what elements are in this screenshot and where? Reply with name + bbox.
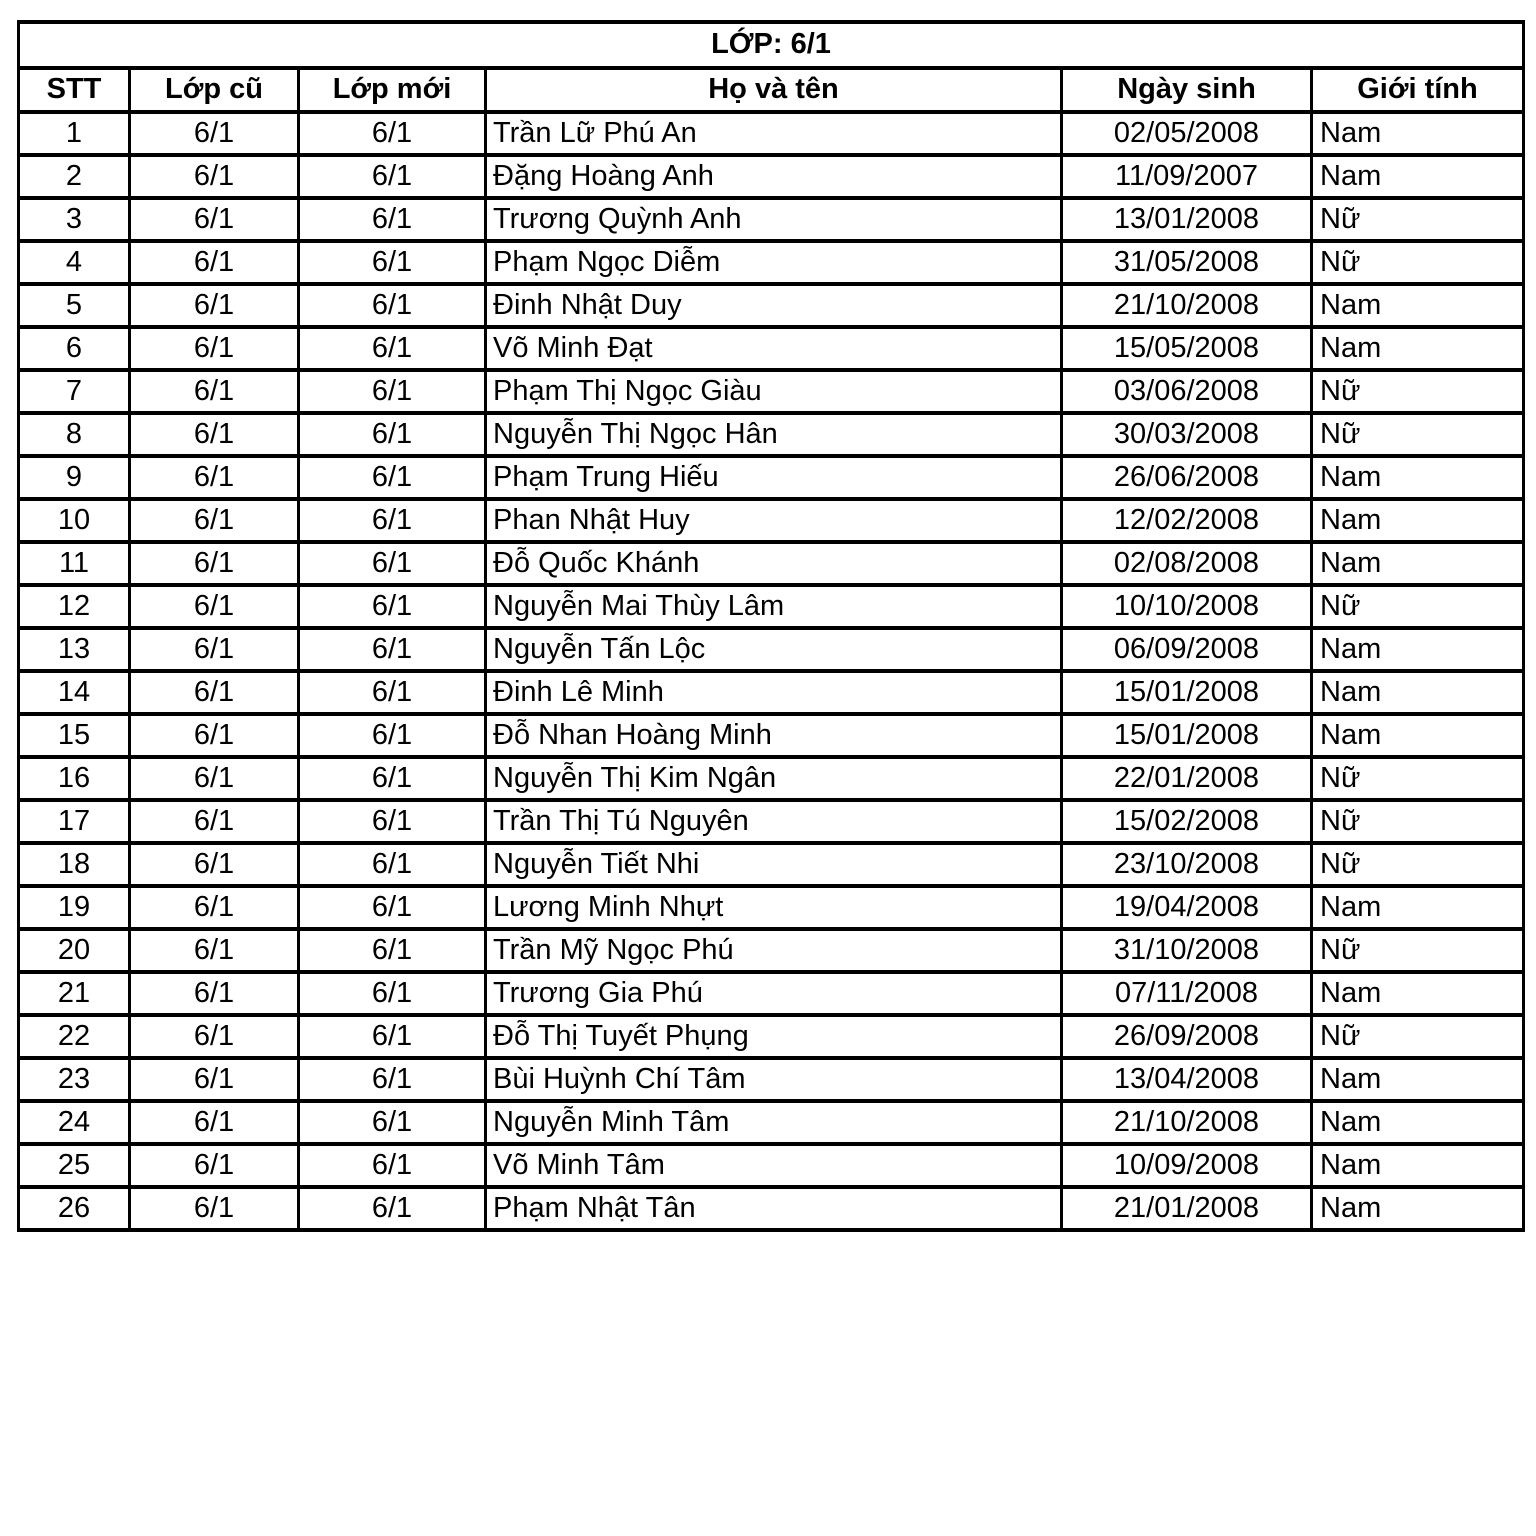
table-row — [19, 886, 1524, 929]
gioi-tinh-cell: Nam — [1312, 499, 1524, 542]
table-row — [19, 1058, 1524, 1101]
header-row — [19, 68, 1524, 112]
stt-cell: 2 — [19, 155, 130, 198]
header-cell-gioi_tinh: Giới tính — [1312, 68, 1524, 112]
ngay-sinh-cell: 15/05/2008 — [1062, 327, 1312, 370]
stt-cell: 11 — [19, 542, 130, 585]
table-row — [19, 1144, 1524, 1187]
gioi-tinh-cell: Nữ — [1312, 413, 1524, 456]
header-cell-ngay_sinh: Ngày sinh — [1062, 68, 1312, 112]
ngay-sinh-cell: 31/10/2008 — [1062, 929, 1312, 972]
lop-moi-cell: 6/1 — [299, 413, 486, 456]
ngay-sinh-cell: 31/05/2008 — [1062, 241, 1312, 284]
lop-cu-cell: 6/1 — [130, 843, 299, 886]
ho-va-ten-cell: Võ Minh Đạt — [486, 327, 1062, 370]
ngay-sinh-cell: 03/06/2008 — [1062, 370, 1312, 413]
ho-va-ten-cell: Phan Nhật Huy — [486, 499, 1062, 542]
ngay-sinh-cell: 13/04/2008 — [1062, 1058, 1312, 1101]
ho-va-ten-cell: Phạm Nhật Tân — [486, 1187, 1062, 1230]
gioi-tinh-cell: Nam — [1312, 284, 1524, 327]
stt-cell: 7 — [19, 370, 130, 413]
lop-cu-cell: 6/1 — [130, 327, 299, 370]
ho-va-ten-cell: Bùi Huỳnh Chí Tâm — [486, 1058, 1062, 1101]
ngay-sinh-cell: 22/01/2008 — [1062, 757, 1312, 800]
ngay-sinh-cell: 12/02/2008 — [1062, 499, 1312, 542]
ngay-sinh-cell: 21/10/2008 — [1062, 1101, 1312, 1144]
ngay-sinh-cell: 10/09/2008 — [1062, 1144, 1312, 1187]
ngay-sinh-cell: 15/01/2008 — [1062, 714, 1312, 757]
ngay-sinh-cell: 26/06/2008 — [1062, 456, 1312, 499]
lop-moi-cell: 6/1 — [299, 1144, 486, 1187]
lop-moi-cell: 6/1 — [299, 1058, 486, 1101]
lop-moi-cell: 6/1 — [299, 155, 486, 198]
table-row — [19, 327, 1524, 370]
stt-cell: 25 — [19, 1144, 130, 1187]
stt-cell: 15 — [19, 714, 130, 757]
ho-va-ten-cell: Đinh Nhật Duy — [486, 284, 1062, 327]
gioi-tinh-cell: Nữ — [1312, 585, 1524, 628]
lop-cu-cell: 6/1 — [130, 499, 299, 542]
class-title: LỚP: 6/1 — [19, 22, 1524, 68]
table-row — [19, 757, 1524, 800]
gioi-tinh-cell: Nam — [1312, 628, 1524, 671]
gioi-tinh-cell: Nam — [1312, 1058, 1524, 1101]
lop-moi-cell: 6/1 — [299, 542, 486, 585]
lop-cu-cell: 6/1 — [130, 1015, 299, 1058]
ngay-sinh-cell: 11/09/2007 — [1062, 155, 1312, 198]
stt-cell: 19 — [19, 886, 130, 929]
table-row — [19, 112, 1524, 155]
ho-va-ten-cell: Phạm Trung Hiếu — [486, 456, 1062, 499]
lop-cu-cell: 6/1 — [130, 886, 299, 929]
lop-cu-cell: 6/1 — [130, 757, 299, 800]
ho-va-ten-cell: Lương Minh Nhựt — [486, 886, 1062, 929]
stt-cell: 3 — [19, 198, 130, 241]
ho-va-ten-cell: Trần Lữ Phú An — [486, 112, 1062, 155]
ngay-sinh-cell: 15/01/2008 — [1062, 671, 1312, 714]
stt-cell: 14 — [19, 671, 130, 714]
lop-cu-cell: 6/1 — [130, 198, 299, 241]
lop-moi-cell: 6/1 — [299, 843, 486, 886]
lop-cu-cell: 6/1 — [130, 241, 299, 284]
table-row — [19, 499, 1524, 542]
lop-cu-cell: 6/1 — [130, 972, 299, 1015]
stt-cell: 13 — [19, 628, 130, 671]
lop-moi-cell: 6/1 — [299, 370, 486, 413]
table-row — [19, 1187, 1524, 1230]
lop-cu-cell: 6/1 — [130, 413, 299, 456]
ho-va-ten-cell: Nguyễn Thị Ngọc Hân — [486, 413, 1062, 456]
lop-moi-cell: 6/1 — [299, 1101, 486, 1144]
table-row — [19, 413, 1524, 456]
stt-cell: 17 — [19, 800, 130, 843]
table-row — [19, 284, 1524, 327]
gioi-tinh-cell: Nữ — [1312, 757, 1524, 800]
stt-cell: 8 — [19, 413, 130, 456]
lop-moi-cell: 6/1 — [299, 112, 486, 155]
lop-moi-cell: 6/1 — [299, 972, 486, 1015]
table-row — [19, 671, 1524, 714]
gioi-tinh-cell: Nữ — [1312, 370, 1524, 413]
lop-moi-cell: 6/1 — [299, 800, 486, 843]
ngay-sinh-cell: 06/09/2008 — [1062, 628, 1312, 671]
lop-moi-cell: 6/1 — [299, 1015, 486, 1058]
stt-cell: 21 — [19, 972, 130, 1015]
table-row — [19, 456, 1524, 499]
gioi-tinh-cell: Nữ — [1312, 800, 1524, 843]
ngay-sinh-cell: 19/04/2008 — [1062, 886, 1312, 929]
stt-cell: 16 — [19, 757, 130, 800]
lop-cu-cell: 6/1 — [130, 284, 299, 327]
lop-moi-cell: 6/1 — [299, 456, 486, 499]
ngay-sinh-cell: 02/08/2008 — [1062, 542, 1312, 585]
gioi-tinh-cell: Nam — [1312, 1144, 1524, 1187]
lop-moi-cell: 6/1 — [299, 284, 486, 327]
gioi-tinh-cell: Nam — [1312, 155, 1524, 198]
gioi-tinh-cell: Nam — [1312, 456, 1524, 499]
lop-cu-cell: 6/1 — [130, 1058, 299, 1101]
lop-cu-cell: 6/1 — [130, 370, 299, 413]
lop-moi-cell: 6/1 — [299, 327, 486, 370]
table-row — [19, 628, 1524, 671]
gioi-tinh-cell: Nam — [1312, 886, 1524, 929]
lop-cu-cell: 6/1 — [130, 714, 299, 757]
lop-moi-cell: 6/1 — [299, 714, 486, 757]
ho-va-ten-cell: Nguyễn Tiết Nhi — [486, 843, 1062, 886]
class-roster-table — [17, 20, 1525, 1232]
header-cell-lop_moi: Lớp mới — [299, 68, 486, 112]
ho-va-ten-cell: Đỗ Quốc Khánh — [486, 542, 1062, 585]
table-row — [19, 155, 1524, 198]
gioi-tinh-cell: Nữ — [1312, 1015, 1524, 1058]
lop-cu-cell: 6/1 — [130, 1187, 299, 1230]
ho-va-ten-cell: Đỗ Nhan Hoàng Minh — [486, 714, 1062, 757]
gioi-tinh-cell: Nam — [1312, 714, 1524, 757]
header-cell-stt: STT — [19, 68, 130, 112]
table-row — [19, 241, 1524, 284]
table-row — [19, 800, 1524, 843]
lop-moi-cell: 6/1 — [299, 757, 486, 800]
header-cell-lop_cu: Lớp cũ — [130, 68, 299, 112]
lop-cu-cell: 6/1 — [130, 542, 299, 585]
lop-cu-cell: 6/1 — [130, 1101, 299, 1144]
ngay-sinh-cell: 23/10/2008 — [1062, 843, 1312, 886]
table-row — [19, 370, 1524, 413]
table-row — [19, 929, 1524, 972]
gioi-tinh-cell: Nữ — [1312, 929, 1524, 972]
ngay-sinh-cell: 21/01/2008 — [1062, 1187, 1312, 1230]
stt-cell: 26 — [19, 1187, 130, 1230]
ho-va-ten-cell: Trương Gia Phú — [486, 972, 1062, 1015]
lop-cu-cell: 6/1 — [130, 1144, 299, 1187]
lop-moi-cell: 6/1 — [299, 671, 486, 714]
lop-cu-cell: 6/1 — [130, 671, 299, 714]
ho-va-ten-cell: Phạm Thị Ngọc Giàu — [486, 370, 1062, 413]
ho-va-ten-cell: Nguyễn Mai Thùy Lâm — [486, 585, 1062, 628]
stt-cell: 6 — [19, 327, 130, 370]
lop-cu-cell: 6/1 — [130, 456, 299, 499]
table-row — [19, 1101, 1524, 1144]
title-row — [19, 22, 1524, 68]
lop-cu-cell: 6/1 — [130, 112, 299, 155]
ho-va-ten-cell: Nguyễn Minh Tâm — [486, 1101, 1062, 1144]
ho-va-ten-cell: Trương Quỳnh Anh — [486, 198, 1062, 241]
lop-moi-cell: 6/1 — [299, 886, 486, 929]
lop-moi-cell: 6/1 — [299, 198, 486, 241]
lop-moi-cell: 6/1 — [299, 1187, 486, 1230]
table-row — [19, 1015, 1524, 1058]
gioi-tinh-cell: Nữ — [1312, 198, 1524, 241]
ngay-sinh-cell: 15/02/2008 — [1062, 800, 1312, 843]
gioi-tinh-cell: Nữ — [1312, 843, 1524, 886]
lop-cu-cell: 6/1 — [130, 800, 299, 843]
table-row — [19, 714, 1524, 757]
stt-cell: 24 — [19, 1101, 130, 1144]
stt-cell: 22 — [19, 1015, 130, 1058]
table-row — [19, 198, 1524, 241]
stt-cell: 12 — [19, 585, 130, 628]
ngay-sinh-cell: 30/03/2008 — [1062, 413, 1312, 456]
ngay-sinh-cell: 26/09/2008 — [1062, 1015, 1312, 1058]
stt-cell: 5 — [19, 284, 130, 327]
ho-va-ten-cell: Đặng Hoàng Anh — [486, 155, 1062, 198]
table-row — [19, 585, 1524, 628]
header-cell-ho_va_ten: Họ và tên — [486, 68, 1062, 112]
ho-va-ten-cell: Nguyễn Thị Kim Ngân — [486, 757, 1062, 800]
lop-moi-cell: 6/1 — [299, 929, 486, 972]
lop-cu-cell: 6/1 — [130, 585, 299, 628]
ho-va-ten-cell: Trần Thị Tú Nguyên — [486, 800, 1062, 843]
lop-cu-cell: 6/1 — [130, 929, 299, 972]
lop-cu-cell: 6/1 — [130, 155, 299, 198]
ngay-sinh-cell: 13/01/2008 — [1062, 198, 1312, 241]
stt-cell: 20 — [19, 929, 130, 972]
ngay-sinh-cell: 02/05/2008 — [1062, 112, 1312, 155]
gioi-tinh-cell: Nam — [1312, 671, 1524, 714]
ngay-sinh-cell: 21/10/2008 — [1062, 284, 1312, 327]
lop-moi-cell: 6/1 — [299, 241, 486, 284]
ho-va-ten-cell: Trần Mỹ Ngọc Phú — [486, 929, 1062, 972]
stt-cell: 4 — [19, 241, 130, 284]
stt-cell: 10 — [19, 499, 130, 542]
gioi-tinh-cell: Nam — [1312, 327, 1524, 370]
stt-cell: 9 — [19, 456, 130, 499]
gioi-tinh-cell: Nam — [1312, 542, 1524, 585]
lop-cu-cell: 6/1 — [130, 628, 299, 671]
gioi-tinh-cell: Nữ — [1312, 241, 1524, 284]
gioi-tinh-cell: Nam — [1312, 972, 1524, 1015]
stt-cell: 1 — [19, 112, 130, 155]
gioi-tinh-cell: Nam — [1312, 1187, 1524, 1230]
stt-cell: 23 — [19, 1058, 130, 1101]
ho-va-ten-cell: Đỗ Thị Tuyết Phụng — [486, 1015, 1062, 1058]
table-row — [19, 843, 1524, 886]
ho-va-ten-cell: Đinh Lê Minh — [486, 671, 1062, 714]
table-row — [19, 542, 1524, 585]
table-row — [19, 972, 1524, 1015]
ngay-sinh-cell: 10/10/2008 — [1062, 585, 1312, 628]
lop-moi-cell: 6/1 — [299, 499, 486, 542]
stt-cell: 18 — [19, 843, 130, 886]
gioi-tinh-cell: Nam — [1312, 112, 1524, 155]
gioi-tinh-cell: Nam — [1312, 1101, 1524, 1144]
ho-va-ten-cell: Phạm Ngọc Diễm — [486, 241, 1062, 284]
lop-moi-cell: 6/1 — [299, 628, 486, 671]
lop-moi-cell: 6/1 — [299, 585, 486, 628]
ho-va-ten-cell: Võ Minh Tâm — [486, 1144, 1062, 1187]
ngay-sinh-cell: 07/11/2008 — [1062, 972, 1312, 1015]
ho-va-ten-cell: Nguyễn Tấn Lộc — [486, 628, 1062, 671]
